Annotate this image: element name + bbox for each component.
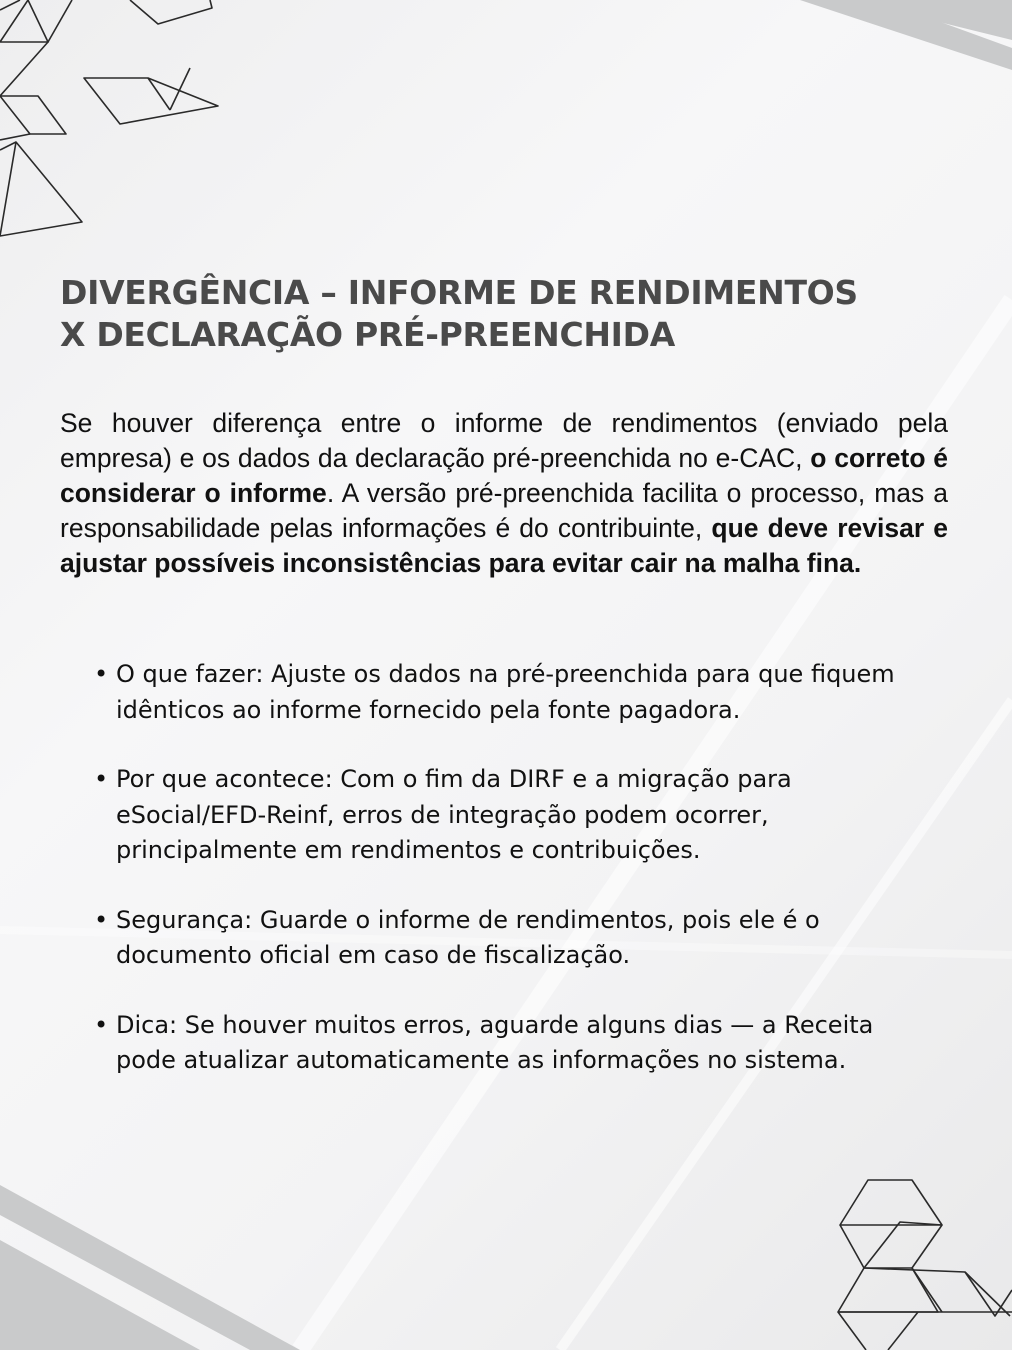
intro-emphasis-2: que deve revisar e ajustar possíveis inconsistências para evitar cair na malha fina. [60, 513, 948, 578]
top-right-bands [800, 0, 1012, 70]
tips-list [88, 657, 938, 1113]
page-title [60, 272, 960, 356]
intro-text-1: Se houver diferença entre o informe de rendimentos (enviado pela empresa) e os dados da declaração pré-preenchida no e-CAC, [60, 408, 948, 473]
top-left-triangle-pattern [0, 0, 218, 236]
list-item [88, 762, 938, 869]
list-item-text: Dica: Se houver muitos erros, aguarde alguns dias — a Receita pode atualizar automaticamente as informações no sistema. [116, 1010, 874, 1074]
intro-paragraph [60, 406, 948, 581]
bullet-icon: • [94, 660, 109, 688]
list-item-text: Por que acontece: Com o fim da DIRF e a migração para eSocial/EFD-Reinf, erros de integração podem ocorrer, principalmente em rendimentos e contribuições. [116, 765, 792, 864]
bullet-icon: • [94, 1010, 109, 1039]
list-item-text: Segurança: Guarde o informe de rendimentos, pois ele é o documento oficial em caso de fiscalização. [116, 905, 820, 969]
bullet-icon: • [94, 905, 109, 934]
title-line-2: X DECLARAÇÃO PRÉ-PREENCHIDA [60, 315, 675, 354]
list-item [88, 903, 938, 974]
list-item [88, 657, 938, 728]
title-line-1: DIVERGÊNCIA – INFORME DE RENDIMENTOS [60, 273, 858, 312]
bullet-icon: • [94, 765, 109, 793]
intro-text-2: . A versão pré-preenchida facilita o processo, mas a responsabilidade pelas informações é do contribuinte, [60, 478, 948, 543]
list-item-text: O que fazer: Ajuste os dados na pré-preenchida para que fiquem idênticos ao informe fornecido pela fonte pagadora. [116, 660, 895, 724]
bottom-left-bands [0, 1185, 300, 1350]
intro-emphasis-1: o correto é considerar o informe [60, 443, 948, 508]
bottom-right-triangle-pattern [838, 1180, 1012, 1350]
list-item [88, 1008, 938, 1079]
